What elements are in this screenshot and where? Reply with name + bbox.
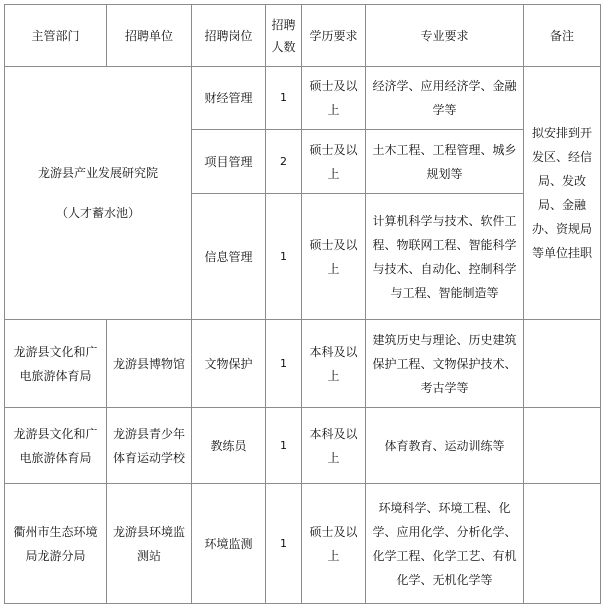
institute-pool: （人才蓄水池）	[55, 206, 140, 220]
position-cell: 文物保护	[192, 320, 266, 408]
major-cell: 土木工程、工程管理、城乡规划等	[366, 130, 524, 194]
count-cell: 1	[266, 67, 302, 130]
education-cell: 硕士及以上	[302, 130, 366, 194]
institute-name: 龙游县产业发展研究院	[37, 166, 158, 180]
header-education: 学历要求	[302, 5, 366, 67]
count-cell: 1	[266, 484, 302, 604]
education-cell: 硕士及以上	[302, 194, 366, 320]
department-cell: 龙游县文化和广电旅游体育局	[5, 320, 107, 408]
count-cell: 1	[266, 320, 302, 408]
remarks-cell-empty	[524, 484, 601, 604]
header-unit: 招聘单位	[107, 5, 192, 67]
major-cell: 环境科学、环境工程、化学、应用化学、分析化学、化学工程、化学工艺、有机化学、无机化学等	[366, 484, 524, 604]
position-cell: 项目管理	[192, 130, 266, 194]
header-remarks: 备注	[524, 5, 601, 67]
header-position: 招聘岗位	[192, 5, 266, 67]
table-row	[5, 484, 601, 604]
unit-cell: 龙游县环境监测站	[107, 484, 192, 604]
department-cell: 龙游县文化和广电旅游体育局	[5, 408, 107, 484]
unit-cell: 龙游县博物馆	[107, 320, 192, 408]
header-row	[5, 5, 601, 67]
header-count: 招聘人数	[266, 5, 302, 67]
department-cell: 衢州市生态环境局龙游分局	[5, 484, 107, 604]
recruitment-table	[4, 4, 601, 604]
remarks-cell: 拟安排到开发区、经信局、发改局、金融办、资规局等单位挂职	[524, 67, 601, 320]
remarks-cell-empty	[524, 320, 601, 408]
count-cell: 2	[266, 130, 302, 194]
major-cell: 计算机科学与技术、软件工程、物联网工程、智能科学与技术、自动化、控制科学与工程、智能制造等	[366, 194, 524, 320]
table-row	[5, 67, 601, 130]
position-cell: 教练员	[192, 408, 266, 484]
education-cell: 硕士及以上	[302, 67, 366, 130]
institute-cell	[5, 67, 192, 320]
education-cell: 硕士及以上	[302, 484, 366, 604]
education-cell: 本科及以上	[302, 320, 366, 408]
table-row	[5, 408, 601, 484]
recruitment-table-wrap	[4, 4, 601, 604]
major-cell: 体育教育、运动训练等	[366, 408, 524, 484]
table-row	[5, 320, 601, 408]
unit-cell: 龙游县青少年体育运动学校	[107, 408, 192, 484]
position-cell: 环境监测	[192, 484, 266, 604]
header-department: 主管部门	[5, 5, 107, 67]
position-cell: 信息管理	[192, 194, 266, 320]
count-cell: 1	[266, 194, 302, 320]
header-major: 专业要求	[366, 5, 524, 67]
major-cell: 经济学、应用经济学、金融学等	[366, 67, 524, 130]
education-cell: 本科及以上	[302, 408, 366, 484]
position-cell: 财经管理	[192, 67, 266, 130]
remarks-cell-empty	[524, 408, 601, 484]
major-cell: 建筑历史与理论、历史建筑保护工程、文物保护技术、考古学等	[366, 320, 524, 408]
count-cell: 1	[266, 408, 302, 484]
